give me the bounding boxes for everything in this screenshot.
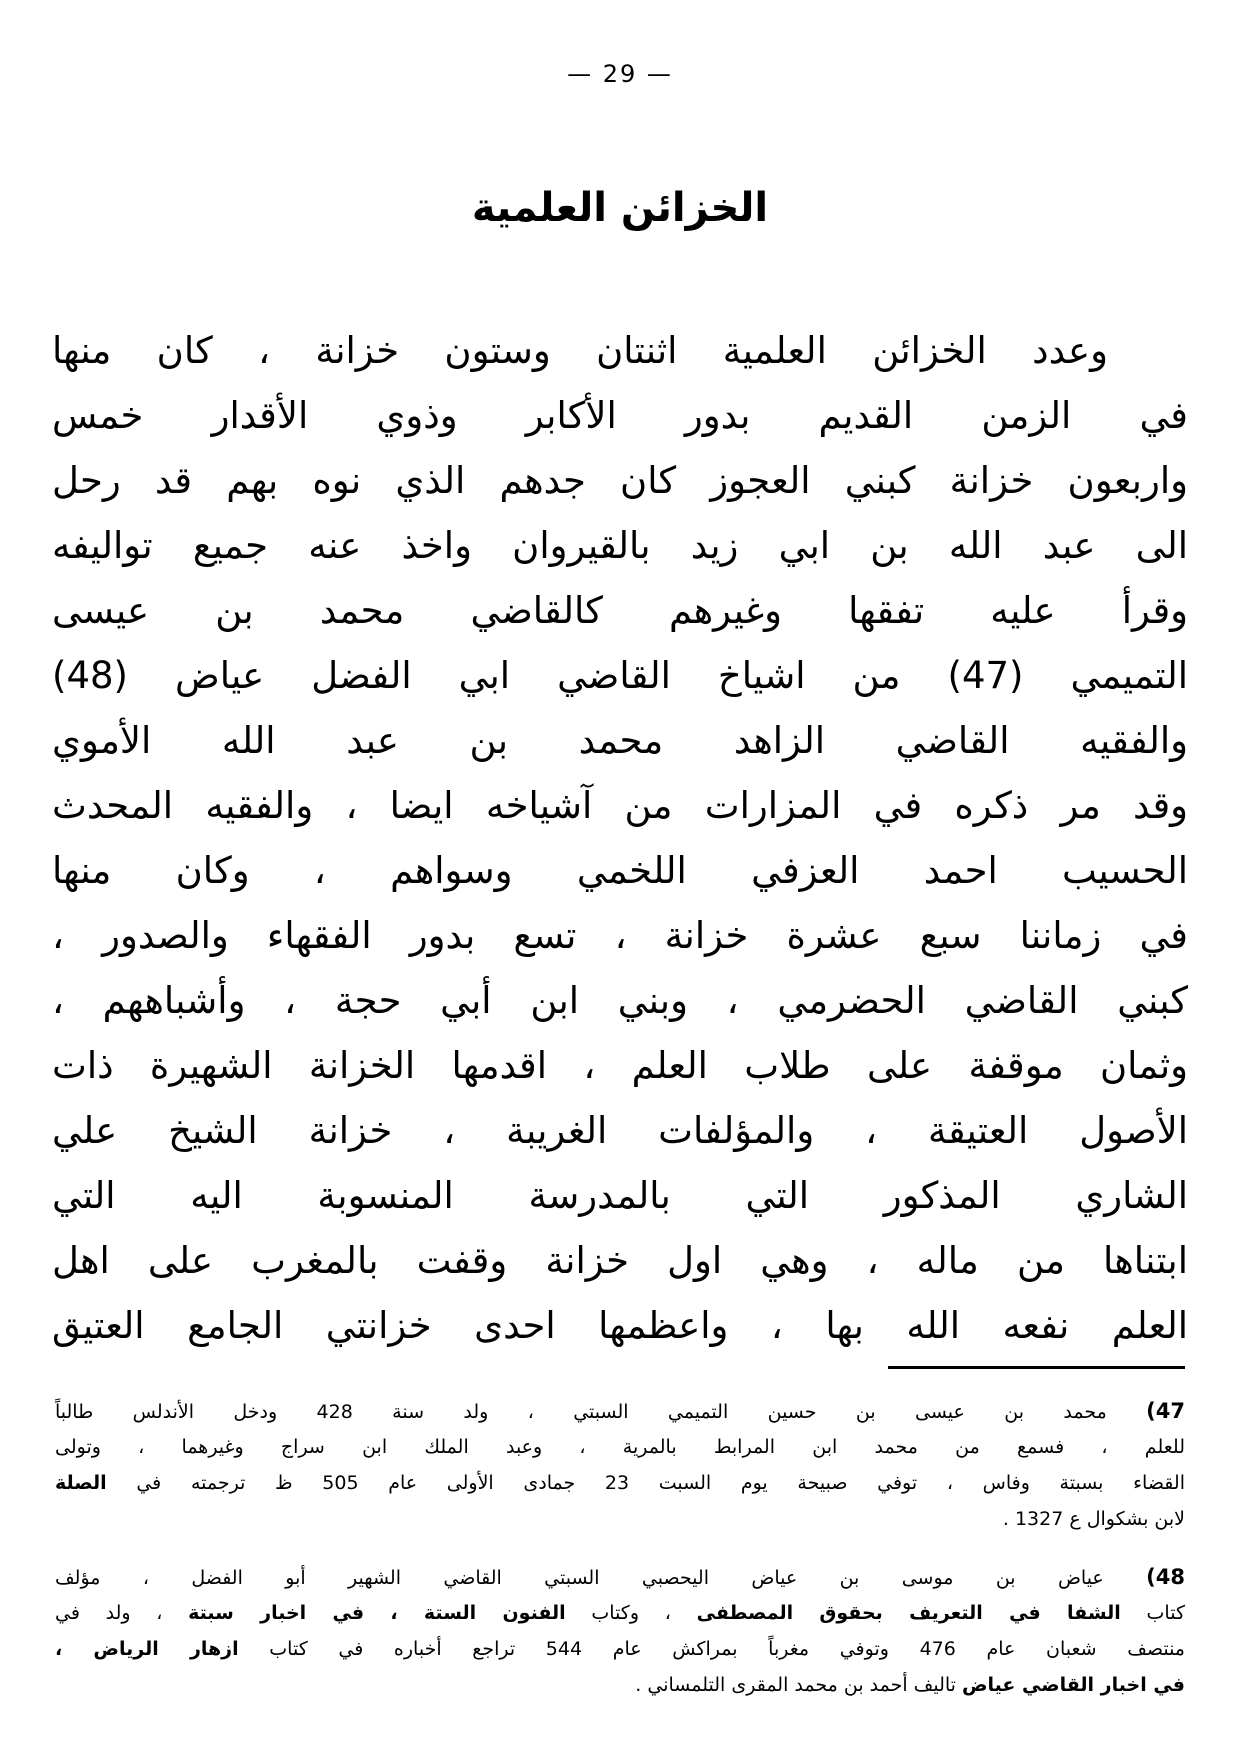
footnote-text: للعلم ، فسمع من محمد ابن المرابط بالمرية ، وعبد الملك ابن سراج وغيرهما ، وتولى — [55, 1436, 1185, 1458]
body-line: التميمي (47) من اشياخ القاضي ابي الفضل عياض (48) — [52, 654, 1189, 697]
footnote-divider — [888, 1366, 1185, 1369]
footnotes — [55, 1393, 1185, 1703]
page-number: — 29 — — [567, 60, 673, 88]
body-line: وقرأ عليه تفقها وغيرهم كالقاضي محمد بن عيسى — [52, 589, 1188, 632]
footnote-book-title: الصلة — [55, 1472, 107, 1494]
body-text — [52, 318, 1188, 1358]
footnote-text: القضاء بسبتة وفاس ، توفي صبيحة يوم السبت 23 جمادى الأولى عام 505 ظ ترجمته في — [136, 1472, 1185, 1494]
footnote-text: لابن بشكوال ع 1327 . — [1002, 1508, 1185, 1530]
body-line: في الزمن القديم بدور الأكابر وذوي الأقدار خمس — [52, 394, 1188, 437]
footnote-text: ، وكتاب — [591, 1602, 671, 1624]
body-line: الحسيب احمد العزفي اللخمي وسواهم ، وكان منها — [52, 849, 1188, 892]
footnote-48-line — [55, 1631, 1185, 1667]
body-line: وعدد الخزائن العلمية اثنتان وستون خزانة ، كان منها — [52, 329, 1108, 372]
body-line: ابتناها من ماله ، وهي اول خزانة وقفت بالمغرب على اهل — [52, 1239, 1188, 1282]
body-line: العلم نفعه الله بها ، واعظمها احدى خزانتي الجامع العتيق — [52, 1304, 1188, 1347]
footnote-book-title: ازهار الرياض ، — [55, 1638, 239, 1660]
body-line: وثمان موقفة على طلاب العلم ، اقدمها الخزانة الشهيرة ذات — [52, 1044, 1188, 1087]
footnote-47-ref: 47) — [1146, 1399, 1186, 1423]
body-line: الى عبد الله بن ابي زيد بالقيروان واخذ عنه جميع تواليفه — [52, 524, 1188, 567]
page-title: الخزائن العلمية — [471, 185, 769, 231]
footnote-text: تاليف أحمد بن محمد المقرى التلمساني . — [635, 1674, 956, 1696]
footnote-48-line — [55, 1595, 1185, 1631]
footnote-47-line — [55, 1465, 1185, 1501]
body-line: واربعون خزانة كبني العجوز كان جدهم الذي نوه بهم قد رحل — [52, 459, 1188, 502]
footnote-book-title: في اخبار القاضي عياض — [961, 1674, 1185, 1696]
body-line: والفقيه القاضي الزاهد محمد بن عبد الله الأموي — [52, 719, 1188, 762]
footnote-47-line — [55, 1393, 1185, 1429]
footnote-48-line — [55, 1559, 1185, 1595]
footnote-text: ، ولد في — [55, 1602, 163, 1624]
footnote-48-ref: 48) — [1146, 1565, 1185, 1589]
body-line: في زماننا سبع عشرة خزانة ، تسع بدور الفقهاء والصدور ، — [52, 914, 1188, 957]
body-line: وقد مر ذكره في المزارات من آشياخه ايضا ، والفقيه المحدث — [52, 784, 1188, 827]
footnote-text: منتصف شعبان عام 476 وتوفي مغرباً بمراكش عام 544 تراجع أخباره في كتاب — [269, 1638, 1185, 1660]
footnote-48-line — [55, 1667, 1185, 1703]
footnote-book-title: الفنون الستة ، في اخبار سبتة — [188, 1602, 566, 1624]
body-line: الأصول العتيقة ، والمؤلفات الغريبة ، خزانة الشيخ علي — [52, 1109, 1188, 1152]
footnote-text: عياض بن موسى بن عياض اليحصبي السبتي القاضي الشهير أبو الفضل ، مؤلف — [55, 1567, 1104, 1589]
body-line: كبني القاضي الحضرمي ، وبني ابن أبي حجة ، وأشباههم ، — [52, 979, 1188, 1022]
footnote-book-title: الشفا في التعريف بحقوق المصطفى — [696, 1602, 1121, 1624]
footnote-47-line — [55, 1429, 1185, 1465]
footnote-text: محمد بن عيسى بن حسين التميمي السبتي ، ولد سنة 428 ودخل الأندلس طالباً — [55, 1401, 1107, 1423]
footnote-47-line — [55, 1501, 1185, 1537]
body-line: الشاري المذكور التي بالمدرسة المنسوبة اليه التي — [52, 1174, 1188, 1217]
footnote-text: كتاب — [1146, 1602, 1185, 1624]
